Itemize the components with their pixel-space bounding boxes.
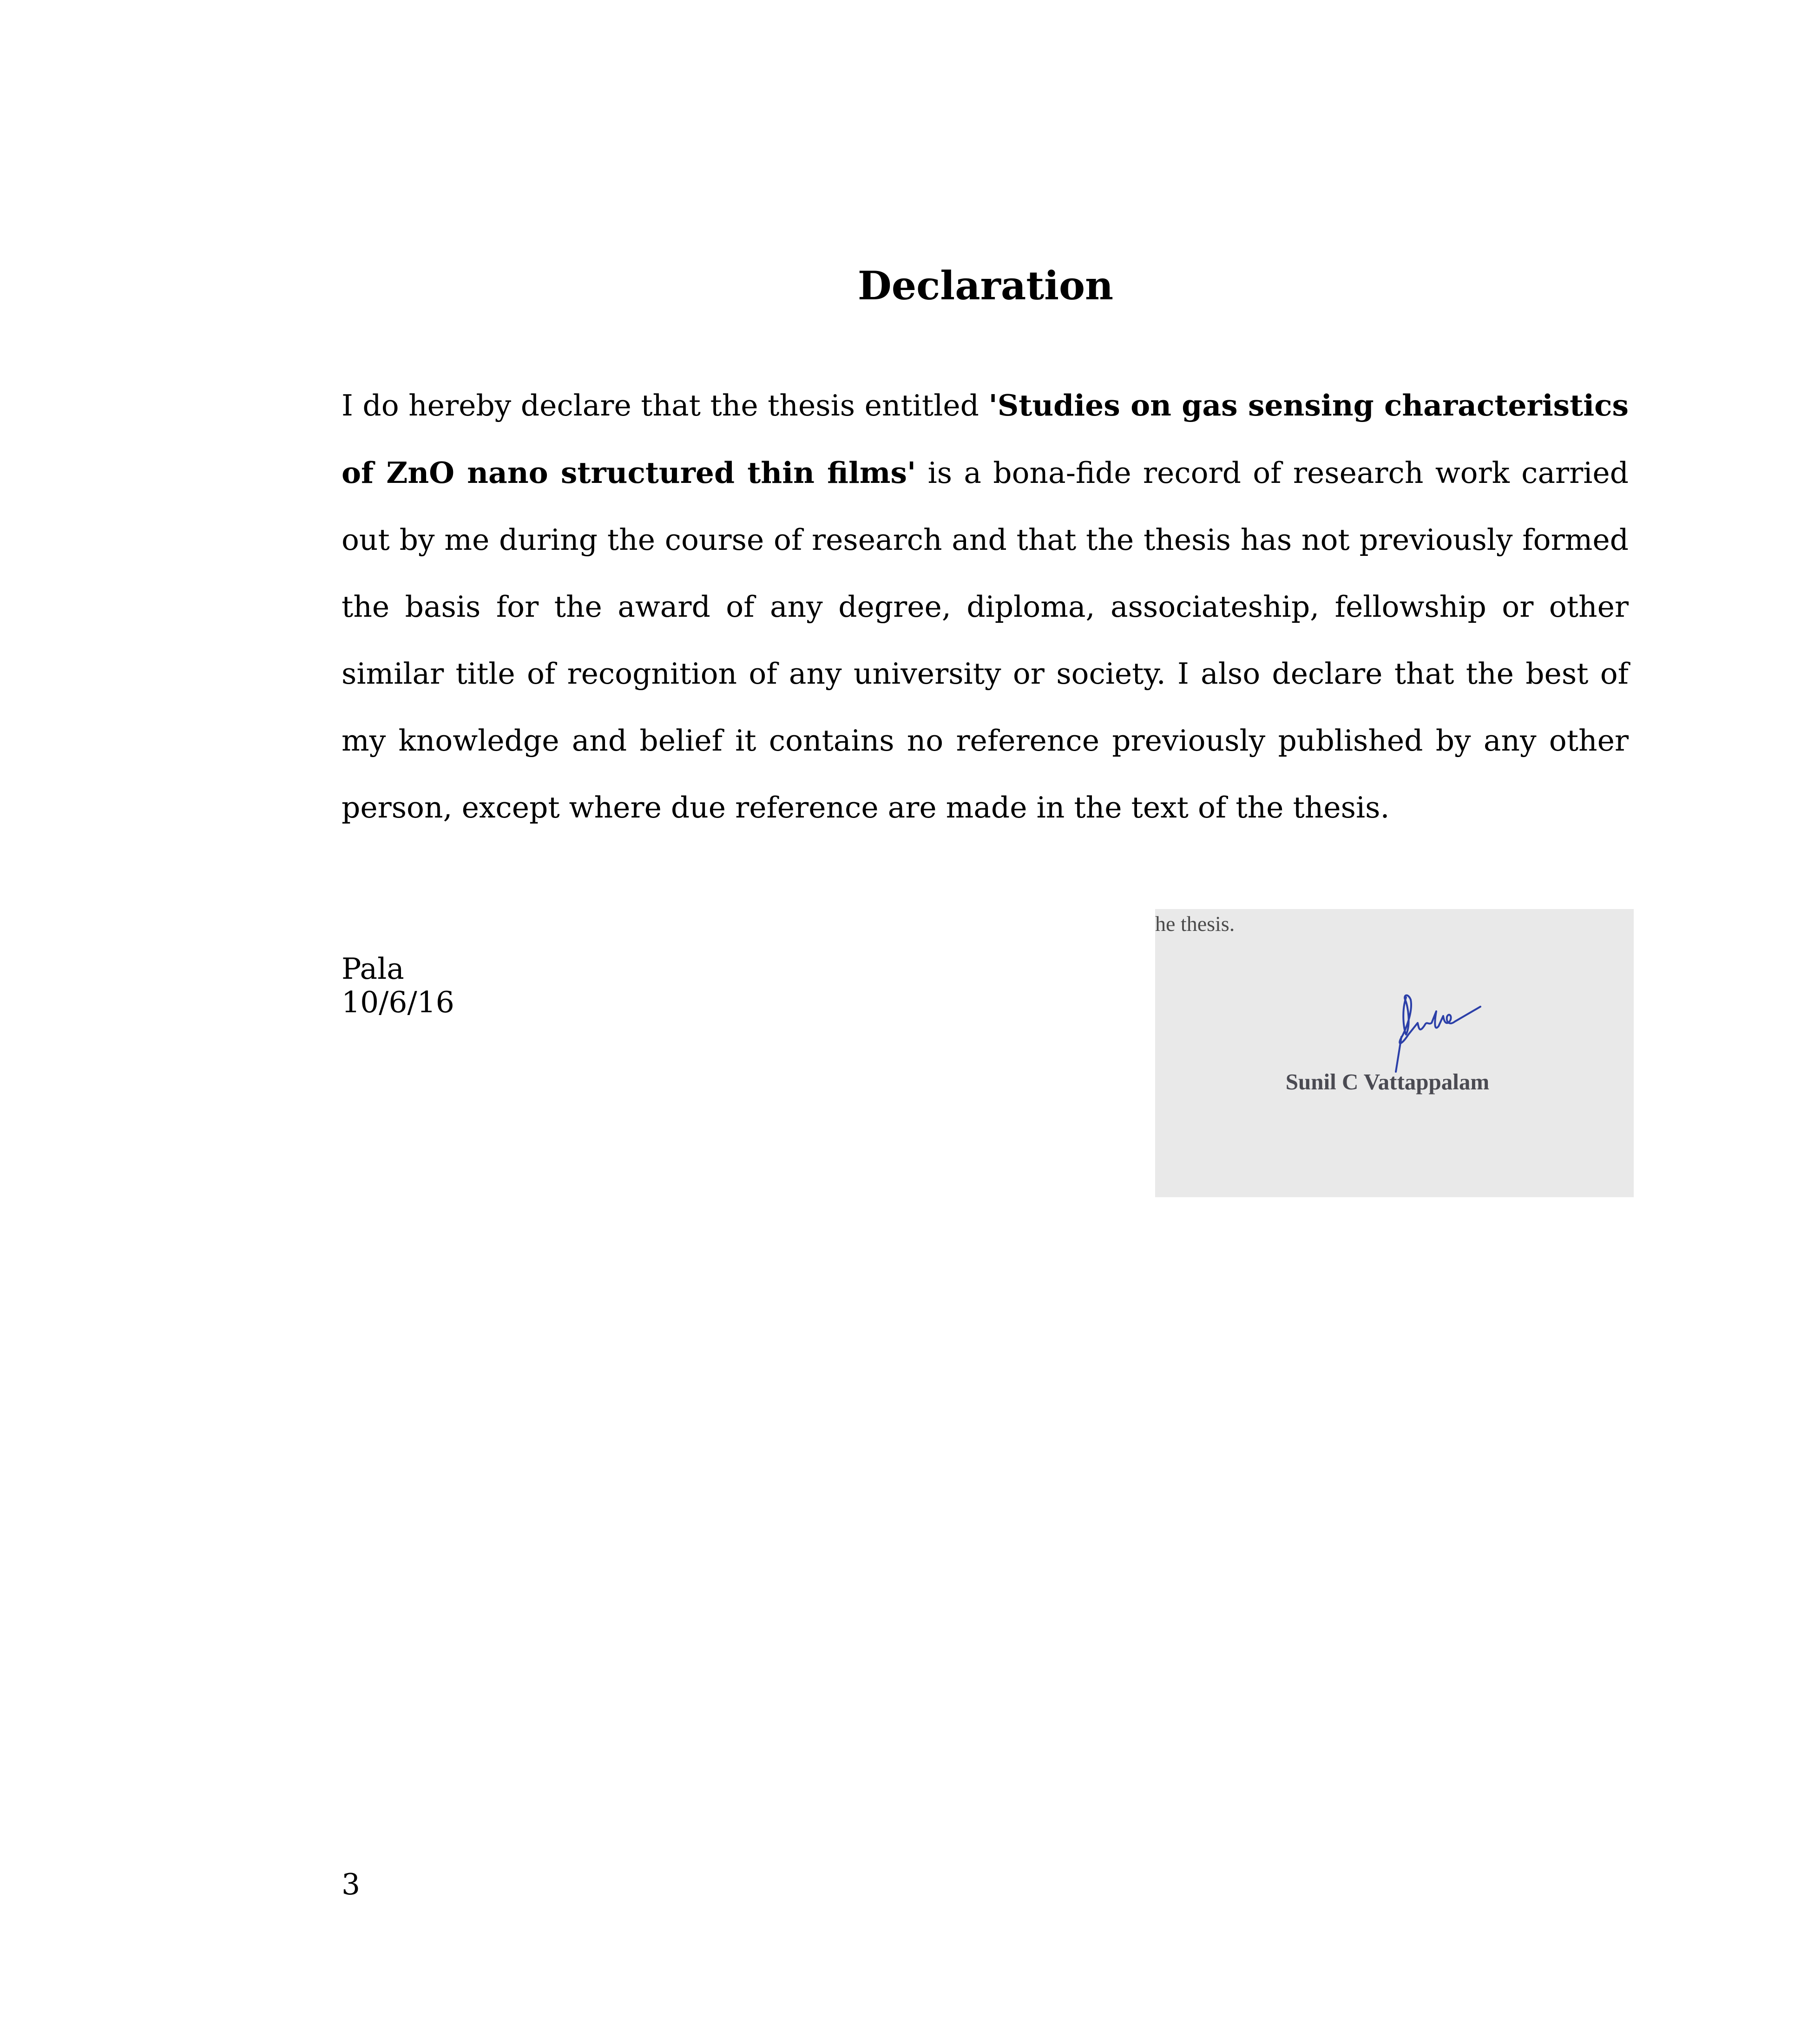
signature-image: [1155, 909, 1634, 1197]
place: Pala: [342, 952, 404, 986]
handwritten-signature: [1392, 979, 1499, 1076]
declaration-paragraph: [342, 372, 1629, 841]
declaration-intro: I do hereby declare that the thesis entitled: [342, 389, 989, 422]
signatory-name: Sunil C Vattappalam: [1285, 1069, 1490, 1095]
page-title: Declaration: [857, 263, 1114, 309]
page-number: 3: [342, 1867, 361, 1901]
thesis-title: 'Studies on gas sensing characteristics of ZnO nano structured thin films': [342, 388, 1629, 490]
signature-image-text-fragment: he thesis.: [1155, 912, 1235, 936]
date: 10/6/16: [342, 985, 454, 1019]
declaration-body: is a bona-fide record of research work carried out by me during the course of research and that the thesis has not previously formed the basis for the award of any degree, diploma, associateship, fellowship or other similar title of recognition of any university or society. I also declare that the best of my knowledge and belief it contains no reference previously published by any other person, except where due reference are made in the text of the thesis.: [342, 456, 1629, 824]
